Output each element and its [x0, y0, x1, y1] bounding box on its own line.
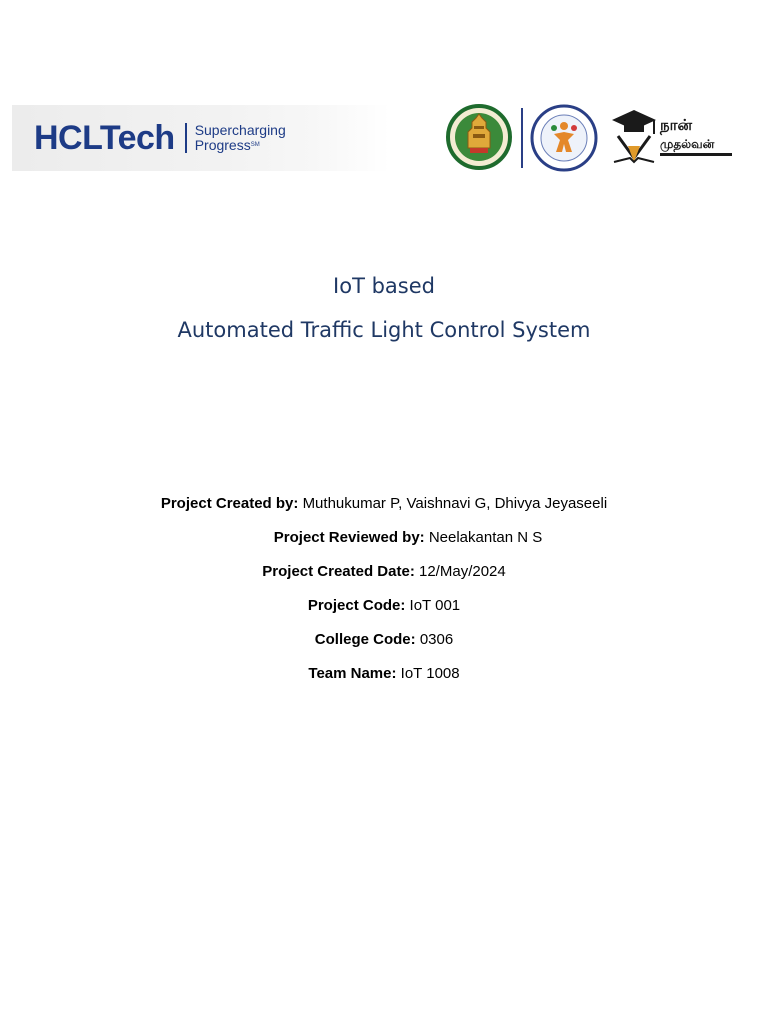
document-title — [0, 268, 768, 348]
tagline-line1: Supercharging — [194, 122, 286, 138]
detail-label: Project Created by: — [160, 495, 299, 512]
detail-label: Project Reviewed by: — [273, 529, 425, 546]
detail-label: College Code: — [314, 631, 416, 648]
mudhalvan-text: முதல்வன் — [660, 137, 715, 151]
detail-value: IoT 001 — [409, 597, 461, 614]
detail-value: 12/May/2024 — [419, 563, 506, 580]
detail-label: Team Name: — [308, 665, 397, 682]
naan-text: நான் — [660, 116, 693, 134]
detail-value: IoT 1008 — [400, 665, 460, 682]
detail-value: Neelakantan N S — [428, 529, 543, 546]
naan-mudhalvan-icon — [608, 106, 738, 168]
skill-development-corporation-icon — [528, 104, 600, 172]
hcltech-separator — [185, 123, 187, 153]
project-created-by — [0, 494, 768, 514]
tagline-line2: Progress℠ — [194, 137, 260, 153]
detail-label: Project Created Date: — [262, 563, 415, 580]
partner-logos — [444, 102, 744, 172]
project-created-date — [0, 562, 768, 582]
service-mark: SM — [250, 142, 260, 148]
project-reviewed-by — [24, 528, 768, 548]
detail-label: Project Code: — [307, 597, 406, 614]
team-name — [0, 664, 768, 684]
hcltech-wordmark: HCLTech — [34, 118, 175, 157]
college-code — [0, 630, 768, 650]
project-code — [0, 596, 768, 616]
hcltech-logo-band — [12, 105, 390, 171]
hcltech-tagline — [195, 123, 286, 153]
tamil-nadu-emblem-icon — [444, 104, 514, 170]
detail-value: 0306 — [419, 631, 454, 648]
title-line-1: IoT based — [333, 274, 435, 298]
title-line-2: Automated Traffic Light Control System — [177, 318, 591, 342]
logo-divider — [521, 108, 523, 168]
detail-value: Muthukumar P, Vaishnavi G, Dhivya Jeyaseeli — [302, 495, 608, 512]
